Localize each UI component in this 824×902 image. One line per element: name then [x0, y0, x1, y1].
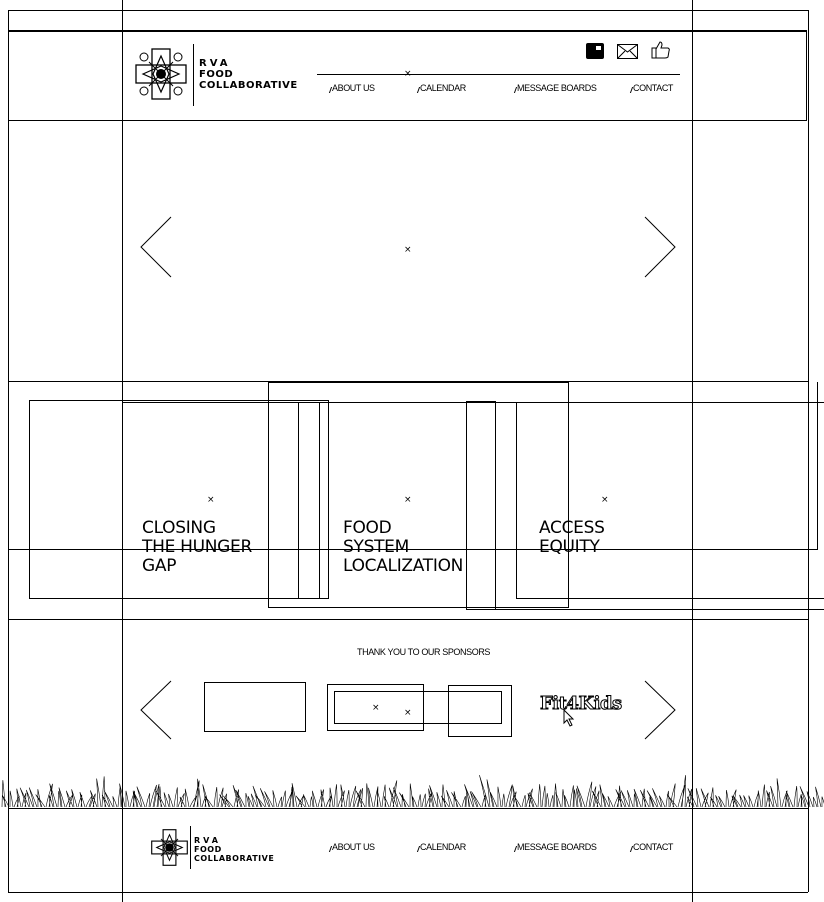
placeholder-x-icon: ×: [404, 69, 412, 79]
sponsors-top-border: [8, 619, 808, 620]
feature-card-3[interactable]: [516, 402, 824, 599]
feature-2-title[interactable]: [343, 519, 463, 576]
logo-line-collaborative: COLLABORATIVE: [199, 80, 298, 91]
feature-2-line-1: FOOD: [343, 518, 392, 538]
logo-text[interactable]: [199, 58, 298, 91]
feature-1-line-1: CLOSING: [142, 518, 216, 538]
sponsor-fit4kids-logo[interactable]: Fit4Kids: [540, 693, 622, 714]
logo-emblem-icon[interactable]: [135, 48, 187, 100]
feature-2-image-placeholder-icon: ×: [404, 495, 412, 505]
sponsor-2-placeholder-icon: ×: [372, 703, 380, 713]
sponsor-3-placeholder-icon: ×: [404, 708, 412, 718]
facebook-icon[interactable]: [586, 43, 604, 59]
feature-2-line-3: LOCALIZATION: [343, 556, 464, 576]
footer-logo-divider: [190, 826, 191, 869]
sponsors-title: THANK YOU TO OUR SPONSORS: [357, 647, 491, 657]
footer-nav-about-us[interactable]: ABOUT US: [332, 842, 375, 852]
footer-bottom-border: [8, 892, 808, 893]
sponsor-logo-1[interactable]: [204, 682, 306, 732]
nav-contact[interactable]: CONTACT: [633, 83, 674, 93]
nav-message-boards[interactable]: MESSAGE BOARDS: [517, 83, 597, 93]
feature-1-title[interactable]: [142, 519, 252, 576]
sponsors-next-chevron-right-icon[interactable]: [643, 680, 677, 740]
mail-icon[interactable]: [617, 44, 638, 59]
feature-card-3-outline: [466, 401, 496, 610]
logo-line-rva: RVA: [199, 58, 231, 69]
feature-1-line-3: GAP: [142, 556, 177, 576]
feature-1-line-2: THE HUNGER: [142, 537, 252, 557]
feature-card-2-edge: [319, 402, 320, 598]
hero-prev-chevron-left-icon[interactable]: [139, 216, 173, 278]
footer-nav-message-boards[interactable]: MESSAGE BOARDS: [517, 842, 597, 852]
sponsor-logo-3[interactable]: [448, 685, 512, 737]
hero-next-chevron-right-icon[interactable]: [643, 216, 677, 278]
feature-2-line-2: SYSTEM: [343, 537, 409, 557]
footer-nav-calendar[interactable]: CALENDAR: [420, 842, 466, 852]
footer-top-border: [8, 808, 808, 809]
footer-logo-line-rva: RVA: [194, 836, 221, 845]
feature-3-title[interactable]: [539, 519, 605, 557]
feature-right-edge: [817, 382, 818, 550]
guide-line-top: [8, 10, 808, 11]
feature-3-line-2: EQUITY: [539, 537, 600, 557]
logo-line-food: FOOD: [199, 69, 234, 80]
nav-rule: [317, 74, 680, 75]
footer-logo-line-collaborative: COLLABORATIVE: [194, 854, 275, 863]
sponsors-prev-chevron-left-icon[interactable]: [139, 680, 173, 740]
feature-3-image-placeholder-icon: ×: [601, 495, 609, 505]
footer-logo-line-food: FOOD: [194, 845, 222, 854]
grass-divider: [0, 770, 824, 808]
feature-top-rule: [122, 402, 824, 403]
thumbs-up-icon[interactable]: [651, 41, 671, 59]
header-top-border: [8, 30, 807, 32]
feature-card-1-edge: [298, 402, 299, 598]
footer-logo-emblem-icon[interactable]: [151, 829, 188, 866]
nav-about-us[interactable]: ABOUT US: [332, 83, 375, 93]
footer-nav-contact[interactable]: CONTACT: [633, 842, 674, 852]
cursor-pointer-icon: [563, 709, 575, 727]
footer-logo-text[interactable]: [194, 836, 274, 863]
hero-image-placeholder-icon: ×: [404, 245, 412, 255]
nav-calendar[interactable]: CALENDAR: [420, 83, 466, 93]
logo-divider: [193, 44, 194, 106]
feature-3-line-1: ACCESS: [539, 518, 605, 538]
feature-1-image-placeholder-icon: ×: [207, 495, 215, 505]
feature-bottom-rule: [496, 609, 824, 610]
guide-line-far-left: [8, 10, 9, 892]
